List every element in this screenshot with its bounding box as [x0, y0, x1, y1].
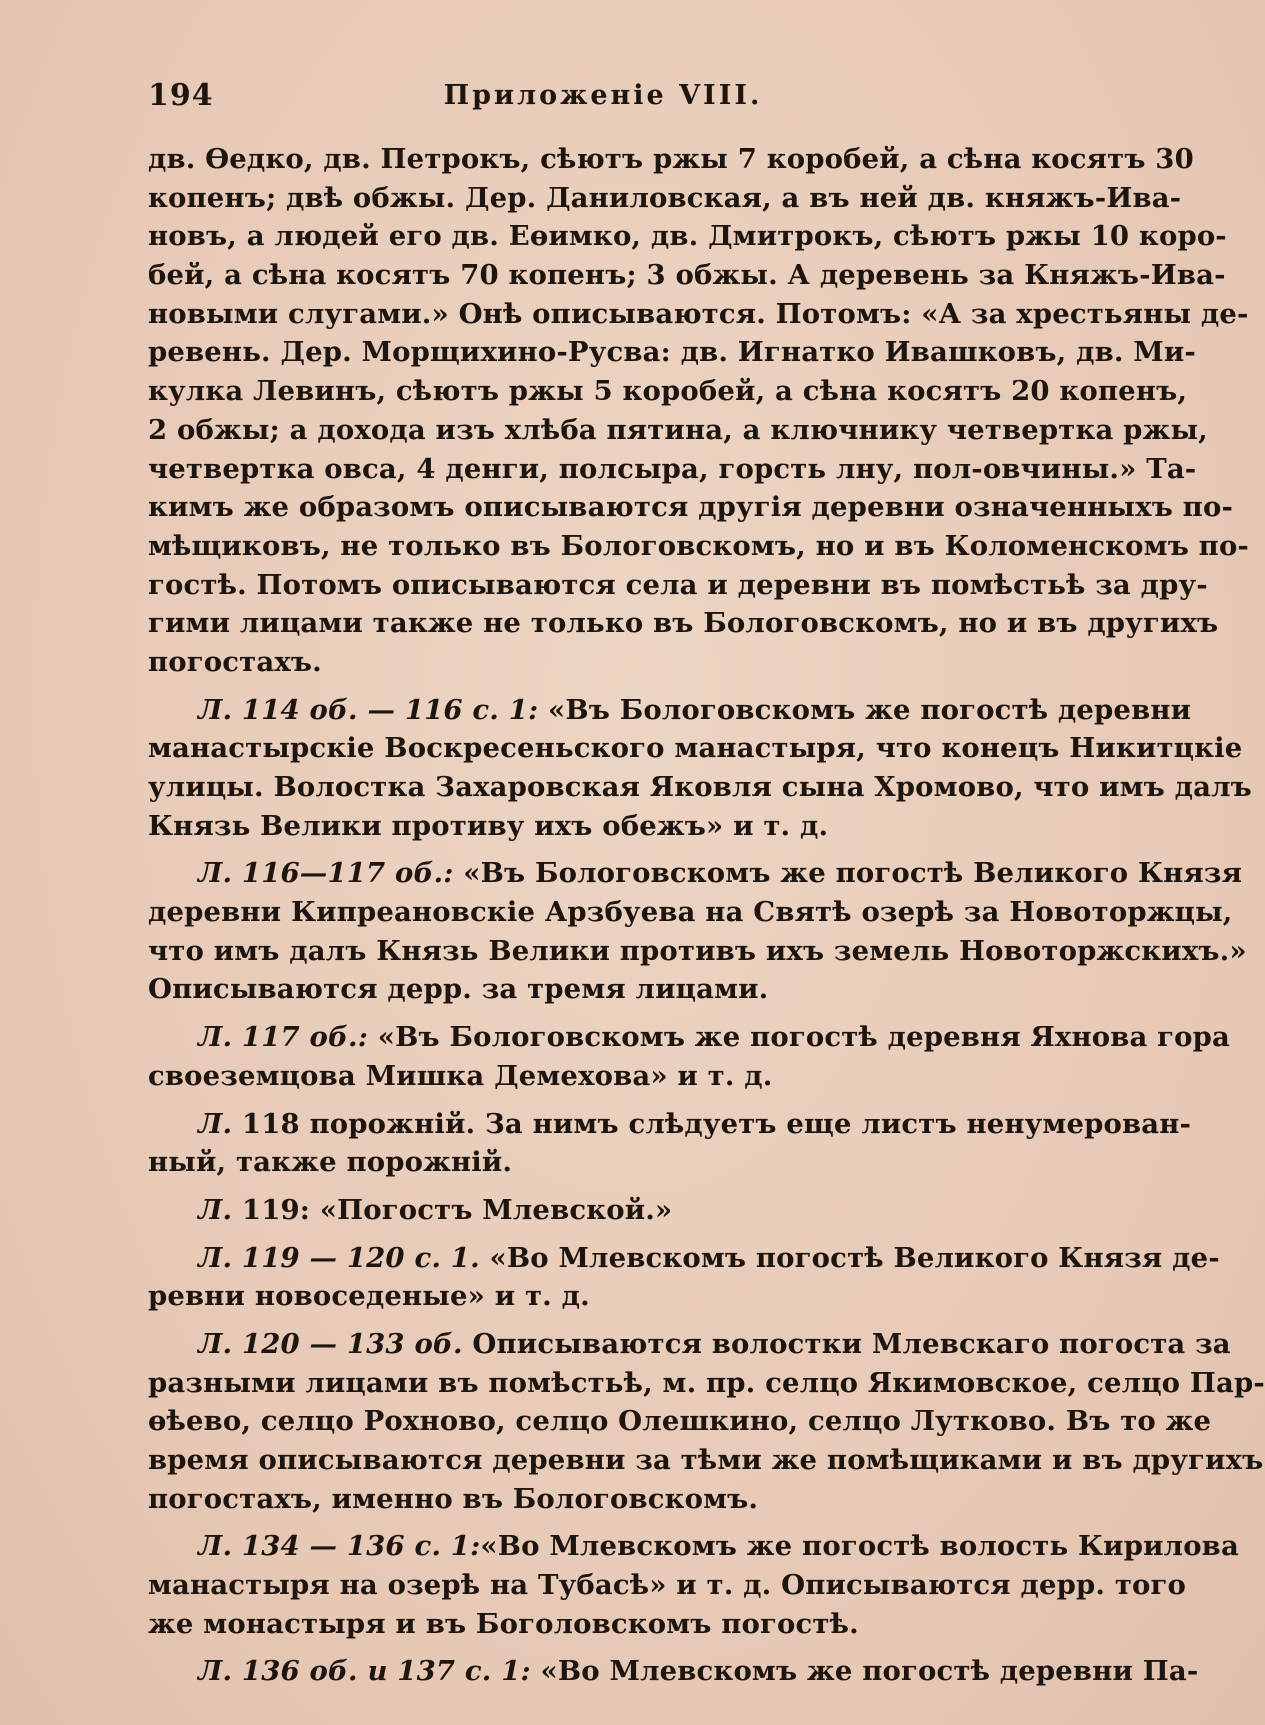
line-text: бей, а сѣна косятъ 70 копенъ; 3 обжы. А деревень за Княжъ-Ива- [148, 259, 1226, 292]
line-text: ревень. Дер. Морщихино-Русва: дв. Игнатко Ивашковъ, дв. Ми- [148, 336, 1196, 369]
text-line [148, 1143, 1058, 1182]
folio-reference: Л. 119 — 120 с. 1. [198, 1241, 480, 1274]
line-text: кимъ же образомъ описываются другія деревни означенныхъ по- [148, 491, 1234, 524]
text-line [148, 179, 1182, 218]
text-line [148, 1605, 1058, 1644]
line-text: «Во Млевскомъ же погостѣ деревни Па- [530, 1655, 1199, 1688]
line-text: разными лицами въ помѣстьѣ, м. пр. селцо Якимовское, селцо Пар- [148, 1366, 1265, 1399]
text-line [148, 1364, 1265, 1403]
line-text: погостахъ, именно въ Бологовскомъ. [148, 1482, 759, 1515]
line-text: мѣщиковъ, не только въ Бологовскомъ, но и въ Коломенскомъ по- [148, 529, 1249, 562]
text-line [148, 604, 1219, 643]
line-text: манастырскіе Воскресеньского манастыря, что конецъ Никитцкіе [148, 732, 1243, 765]
text-line [148, 1441, 1264, 1480]
paragraph [148, 1105, 1192, 1182]
paragraph [148, 1191, 1058, 1230]
line-text: 119: «Погостъ Млевской.» [232, 1193, 673, 1226]
text-line [148, 372, 1188, 411]
text-line [148, 691, 1192, 730]
line-text: ный, также порожній. [148, 1146, 513, 1179]
line-text: четвертка овса, 4 денги, полсыра, горсть лну, пол-овчины.» Та- [148, 452, 1197, 485]
line-text: «Въ Бологовскомъ же погостѣ деревни [538, 693, 1192, 726]
running-head [148, 78, 1058, 118]
text-line [148, 450, 1197, 489]
paragraph [148, 691, 1252, 846]
folio-reference: Л. 120 — 133 об. [198, 1327, 463, 1360]
line-text: копенъ; двѣ обжы. Дер. Даниловская, а въ ней дв. княжъ-Ива- [148, 181, 1182, 214]
text-line [148, 1402, 1212, 1441]
text-line [148, 527, 1249, 566]
folio-reference: Л. 134 — 136 с. 1: [198, 1530, 481, 1563]
text-line [148, 1652, 1199, 1691]
text-line [148, 970, 1058, 1009]
line-text: гостѣ. Потомъ описываются села и деревни въ помѣстьѣ за дру- [148, 568, 1208, 601]
line-text: деревни Кипреановскіе Арзбуева на Святѣ озерѣ за Новоторжцы, [148, 896, 1233, 929]
text-line [148, 411, 1208, 450]
folio-reference: Л. [198, 1193, 233, 1226]
folio-reference: Л. [198, 1107, 233, 1140]
line-text: өѣево, селцо Рохново, селцо Олешкино, селцо Лутково. Въ то же [148, 1405, 1212, 1438]
line-text: Описываются дерр. за тремя лицами. [148, 973, 769, 1006]
text-line [148, 1057, 1058, 1096]
folio-reference: Л. 136 об. и 137 с. 1: [198, 1655, 531, 1688]
line-text: ревни новоседеные» и т. д. [148, 1280, 590, 1313]
line-text: гими лицами также не только въ Бологовскомъ, но и въ другихъ [148, 607, 1219, 640]
running-title: Приложеніе VIII. [443, 80, 763, 111]
line-text: своеземцова Мишка Демехова» и т. д. [148, 1059, 773, 1092]
page-number: 194 [148, 78, 214, 113]
folio-reference: Л. 114 об. — 116 с. 1: [198, 693, 539, 726]
line-text: новыми слугами.» Онѣ описываются. Потомъ: «А за хрестьяны де- [148, 297, 1249, 330]
line-text: же монастыря и въ Боголовскомъ погостѣ. [148, 1607, 859, 1640]
line-text: 118 порожній. За нимъ слѣдуетъ еще листъ ненумерован- [232, 1107, 1192, 1140]
text-line [148, 1239, 1220, 1278]
text-line [148, 1480, 1058, 1519]
line-text: новъ, а людей его дв. Еөимко, дв. Дмитрокъ, сѣютъ ржы 10 коро- [148, 220, 1227, 253]
text-line [148, 333, 1196, 372]
folio-reference: Л. 117 об.: [198, 1021, 369, 1054]
text-line [148, 1566, 1186, 1605]
text-line [148, 893, 1233, 932]
text-line [148, 256, 1226, 295]
body-text [148, 140, 1265, 1691]
line-text: «Во Млевскомъ погостѣ Великого Князя де- [479, 1241, 1220, 1274]
text-line [148, 643, 1058, 682]
line-text: что имъ далъ Князь Велики противъ ихъ земель Новоторжскихъ.» [148, 934, 1247, 967]
book-page [148, 78, 1265, 1691]
paragraph [148, 1325, 1265, 1518]
paragraph [148, 854, 1247, 1009]
line-text: Описываются волостки Млевскаго погоста за [462, 1327, 1231, 1360]
paragraph [148, 1018, 1231, 1095]
paragraph [148, 1652, 1199, 1691]
line-text: улицы. Волостка Захаровская Яковля сына Хромово, что имъ далъ [148, 771, 1252, 803]
text-line [148, 140, 1194, 179]
line-text: время описываются деревни за тѣми же помѣщиками и въ другихъ [148, 1444, 1264, 1476]
line-text: «Во Млевскомъ же погостѣ волость Кирилова [480, 1530, 1239, 1563]
line-text: манастыря на озерѣ на Тубасѣ» и т. д. Описываются дерр. того [148, 1569, 1186, 1602]
text-line [148, 1191, 1058, 1230]
paragraph [148, 1239, 1220, 1316]
line-text: кулка Левинъ, сѣютъ ржы 5 коробей, а сѣна косятъ 20 копенъ, [148, 375, 1188, 408]
paragraph [148, 140, 1249, 682]
text-line [148, 1277, 1058, 1316]
text-line [148, 1325, 1231, 1364]
text-line [148, 1105, 1192, 1144]
line-text: Князь Велики противу ихъ обежъ» и т. д. [148, 809, 829, 842]
text-line [148, 768, 1252, 807]
text-line [148, 217, 1227, 256]
line-text: погостахъ. [148, 645, 322, 678]
line-text: «Въ Бологовскомъ же погостѣ Великого Князя [453, 857, 1243, 890]
text-line [148, 1018, 1231, 1057]
folio-reference: Л. 116—117 об.: [198, 857, 454, 890]
line-text: «Въ Бологовскомъ же погостѣ деревня Яхнова гора [368, 1021, 1231, 1054]
text-line [148, 729, 1243, 768]
text-line [148, 566, 1208, 605]
text-line [148, 807, 1058, 846]
paragraph [148, 1527, 1239, 1643]
text-line [148, 1527, 1239, 1566]
text-line [148, 488, 1234, 527]
line-text: дв. Өедко, дв. Петрокъ, сѣютъ ржы 7 коробей, а сѣна косятъ 30 [148, 143, 1194, 175]
text-line [148, 932, 1247, 971]
text-line [148, 295, 1249, 334]
text-line [148, 854, 1243, 893]
line-text: 2 обжы; а дохода изъ хлѣба пятина, а ключнику четвертка ржы, [148, 413, 1208, 446]
